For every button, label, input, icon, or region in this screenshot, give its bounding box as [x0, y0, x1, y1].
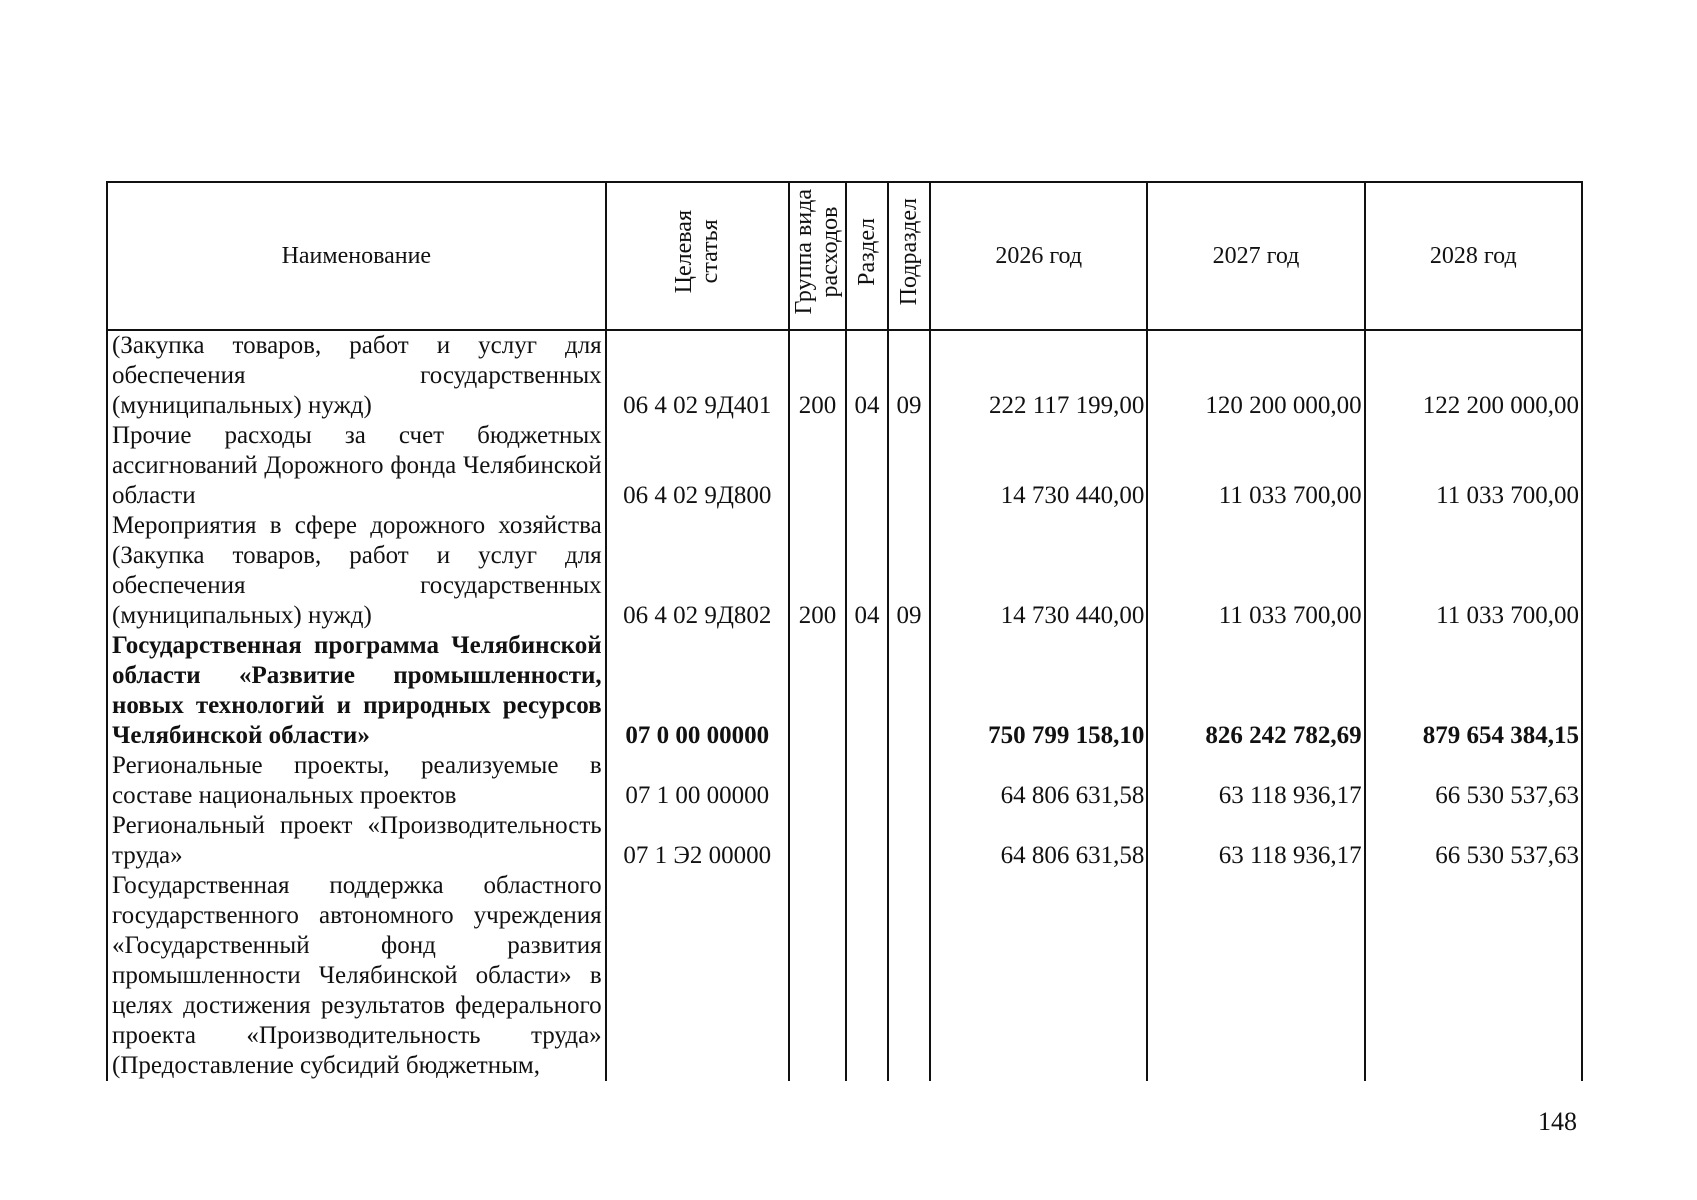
row-section — [846, 811, 888, 871]
row-amount-2026: 222 117 199,00 — [930, 330, 1147, 421]
table-row — [107, 330, 1582, 421]
row-target-article: 06 4 02 9Д802 — [606, 511, 789, 631]
row-amount-2026: 64 806 631,58 — [930, 811, 1147, 871]
page-number: 148 — [1538, 1107, 1577, 1136]
row-subsection — [888, 871, 930, 1081]
row-amount-2026: 14 730 440,00 — [930, 421, 1147, 511]
row-amount-2027: 120 200 000,00 — [1147, 330, 1364, 421]
row-target-article: 07 0 00 00000 — [606, 631, 789, 751]
header-expense-group — [789, 182, 846, 330]
header-section-label: Раздел — [853, 218, 880, 286]
table-row — [107, 421, 1582, 511]
row-target-article — [606, 871, 789, 1081]
row-name: Прочие расходы за счет бюджетных ассигнований Дорожного фонда Челябинской области — [107, 421, 606, 511]
row-amount-2027: 826 242 782,69 — [1147, 631, 1364, 751]
row-name: Государственная программа Челябинской области «Развитие промышленности, новых технологий и природных ресурсов Челябинской области» — [107, 631, 606, 751]
row-amount-2028: 879 654 384,15 — [1365, 631, 1582, 751]
row-amount-2026: 14 730 440,00 — [930, 511, 1147, 631]
row-name: Государственная поддержка областного государственного автономного учреждения «Государственный фонд развития промышленности Челябинской области» в целях достижения результатов федерального проекта «Производительность труда» (Предоставление субсидий бюджетным, — [107, 871, 606, 1081]
row-subsection — [888, 421, 930, 511]
row-section — [846, 631, 888, 751]
header-year-2028: 2028 год — [1365, 182, 1582, 330]
row-amount-2027: 63 118 936,17 — [1147, 811, 1364, 871]
row-subsection: 09 — [888, 511, 930, 631]
row-name: Мероприятия в сфере дорожного хозяйства (Закупка товаров, работ и услуг для обеспечения государственных (муниципальных) нужд) — [107, 511, 606, 631]
header-subsection — [888, 182, 930, 330]
row-expense-group — [789, 871, 846, 1081]
row-section: 04 — [846, 330, 888, 421]
row-amount-2027: 11 033 700,00 — [1147, 421, 1364, 511]
table-row — [107, 751, 1582, 811]
table-row — [107, 631, 1582, 751]
row-amount-2028: 66 530 537,63 — [1365, 751, 1582, 811]
header-target-article-label: Целевая статья — [671, 210, 724, 294]
row-subsection — [888, 631, 930, 751]
row-subsection: 09 — [888, 330, 930, 421]
row-amount-2028: 11 033 700,00 — [1365, 511, 1582, 631]
table-row — [107, 871, 1582, 1081]
row-name: (Закупка товаров, работ и услуг для обеспечения государственных (муниципальных) нужд) — [107, 330, 606, 421]
row-expense-group — [789, 631, 846, 751]
row-expense-group — [789, 751, 846, 811]
row-section — [846, 751, 888, 811]
row-amount-2026: 64 806 631,58 — [930, 751, 1147, 811]
row-amount-2027: 11 033 700,00 — [1147, 511, 1364, 631]
row-name: Региональные проекты, реализуемые в составе национальных проектов — [107, 751, 606, 811]
row-target-article: 07 1 00 00000 — [606, 751, 789, 811]
budget-table — [106, 181, 1583, 1081]
header-expense-group-label: Группа вида расходов — [791, 189, 844, 315]
header-name: Наименование — [107, 182, 606, 330]
table-header-row — [107, 182, 1582, 330]
row-target-article: 07 1 Э2 00000 — [606, 811, 789, 871]
row-amount-2027 — [1147, 871, 1364, 1081]
row-target-article: 06 4 02 9Д401 — [606, 330, 789, 421]
header-target-article — [606, 182, 789, 330]
row-amount-2026 — [930, 871, 1147, 1081]
header-subsection-label: Подраздел — [896, 198, 923, 306]
row-amount-2028 — [1365, 871, 1582, 1081]
row-expense-group: 200 — [789, 511, 846, 631]
header-section — [846, 182, 888, 330]
table-row — [107, 811, 1582, 871]
row-name: Региональный проект «Производительность труда» — [107, 811, 606, 871]
row-amount-2028: 66 530 537,63 — [1365, 811, 1582, 871]
row-subsection — [888, 751, 930, 811]
row-target-article: 06 4 02 9Д800 — [606, 421, 789, 511]
row-section — [846, 871, 888, 1081]
header-year-2027: 2027 год — [1147, 182, 1364, 330]
row-amount-2027: 63 118 936,17 — [1147, 751, 1364, 811]
row-amount-2028: 11 033 700,00 — [1365, 421, 1582, 511]
row-expense-group — [789, 811, 846, 871]
row-subsection — [888, 811, 930, 871]
row-section — [846, 421, 888, 511]
row-amount-2028: 122 200 000,00 — [1365, 330, 1582, 421]
row-expense-group: 200 — [789, 330, 846, 421]
header-year-2026: 2026 год — [930, 182, 1147, 330]
row-section: 04 — [846, 511, 888, 631]
row-expense-group — [789, 421, 846, 511]
table-row — [107, 511, 1582, 631]
row-amount-2026: 750 799 158,10 — [930, 631, 1147, 751]
